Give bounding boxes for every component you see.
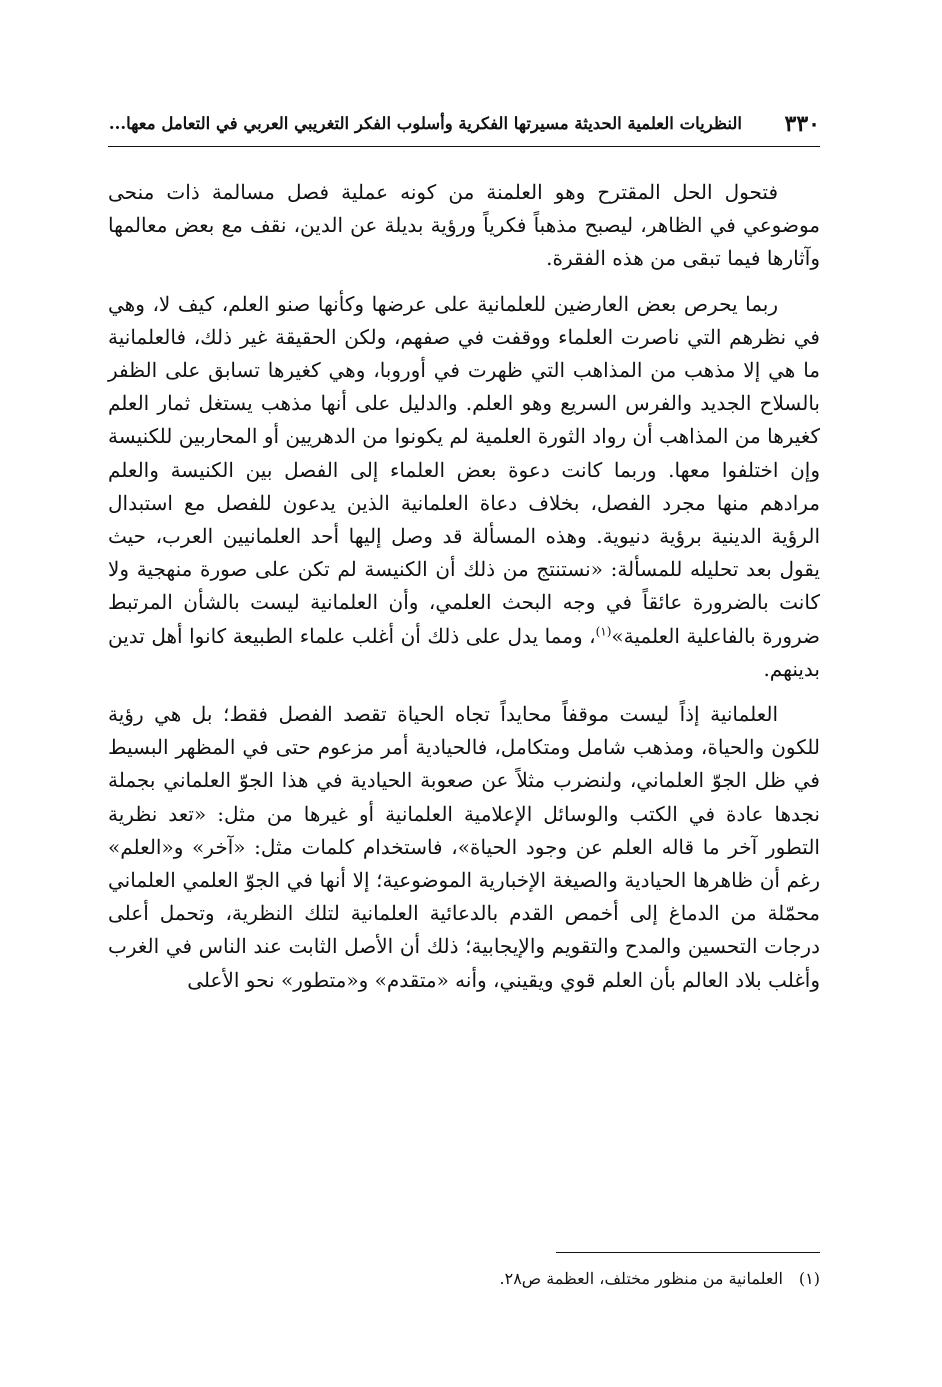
footnote — [108, 1266, 820, 1292]
footnote-text: العلمانية من منظور مختلف، العظمة ص٢٨. — [499, 1269, 783, 1288]
running-title: النظريات العلمية الحديثة مسيرتها الفكرية وأسلوب الفكر التغريبي العربي في التعامل معها... — [108, 114, 742, 133]
paragraph-2-text-after-ref: ، ومما يدل على ذلك أن أغلب علماء الطبيعة كانوا أهل تدين بدينهم. — [108, 623, 820, 681]
paragraph-3: العلمانية إذاً ليست موقفاً محايداً تجاه الحياة تقصد الفصل فقط؛ بل هي رؤية للكون والحياة، ومذهب شامل ومتكامل، فالحيادية أمر مزعوم حتى في المظهر البسيط في ظل الجوّ العلماني، ولنضرب مثلاً عن صعوبة الحيادية في هذا الجوّ العلماني بجملة نجدها عادة في الكتب والوسائل الإعلامية العلمانية أو غيرها من مثل: «تعد نظرية التطور آخر ما قاله العلم عن وجود الحياة»، فاستخدام كلمات مثل: «آخر» و«العلم» رغم أن ظاهرها الحيادية والصيغة الإخبارية الموضوعية؛ إلا أنها في الجوّ العلمي العلماني محمّلة من الدماغ إلى أخمص القدم بالدعائية العلمانية لتلك النظرية، وتحمل أعلى درجات التحسين والمدح والتقويم والإيجابية؛ ذلك أن الأصل الثابت عند الناس في الغرب وأغلب بلاد العالم بأن العلم قوي ويقيني، وأنه «متقدم» و«متطور» نحو الأعلى — [108, 702, 820, 992]
body-text — [108, 176, 820, 1011]
footnote-divider — [556, 1252, 820, 1253]
paragraph-2-text-before-ref: ربما يحرص بعض العارضين للعلمانية على عرضها وكأنها صنو العلم، كيف لا، وهي في نظرهم التي ناصرت العلماء ووقفت في صفهم، ولكن الحقيقة غير ذلك، فالعلمانية ما هي إلا مذهب من المذاهب التي ظهرت في أوروبا، وهي كغيرها تسابق على الظفر بالسلاح الجديد والفرس السريع وهو العلم. والدليل على أنها مذهب يستغل ثمار العلم كغيرها من المذاهب أن رواد الثورة العلمية لم يكونوا من الدهريين أو المحاربين للكنيسة وإن اختلفوا معها. وربما كانت دعوة بعض العلماء إلى الفصل بين الكنيسة والعلم مرادهم منها مجرد الفصل، بخلاف دعاة العلمانية الذين يدعون للفصل مع استبدال الرؤية الدينية برؤية دنيوية. وهذه المسألة قد وصل إليها أحد العلمانيين العرب، حيث يقول بعد تحليله للمسألة: «نستنتج من ذلك أن الكنيسة لم تكن على صورة منهجية ولا كانت بالضرورة عائقاً في وجه البحث العلمي، وأن العلمانية ليست بالشأن المرتبط ضرورة بالفاعلية العلمية» — [108, 291, 820, 648]
paragraph-2 — [108, 288, 820, 686]
page-number: ٣٣٠ — [784, 111, 820, 137]
page-header — [108, 108, 820, 140]
header-divider — [108, 146, 820, 147]
paragraph-1: فتحول الحل المقترح وهو العلمنة من كونه عملية فصل مسالمة ذات منحى موضوعي في الظاهر، ليصبح مذهباً فكرياً ورؤية بديلة عن الدين، نقف مع بعض معالمها وآثارها فيما تبقى من هذه الفقرة. — [108, 180, 820, 271]
footnote-reference[interactable]: (١) — [595, 623, 612, 638]
footnote-mark: (١) — [798, 1269, 820, 1288]
